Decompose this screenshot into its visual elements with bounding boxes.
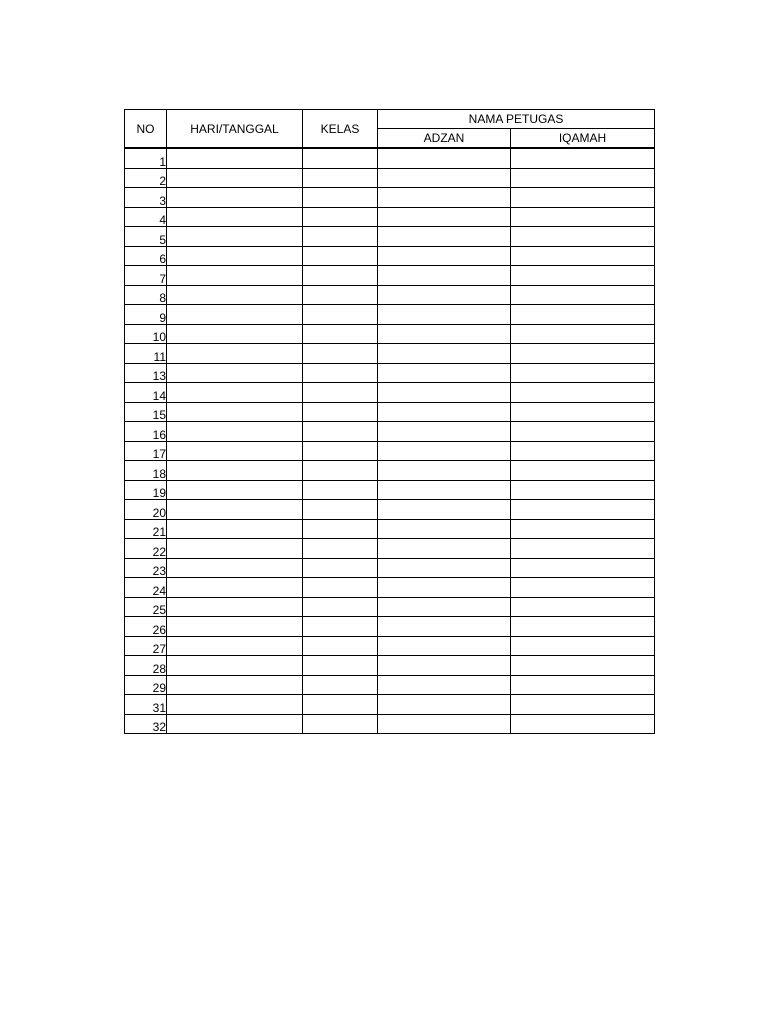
kelas-cell[interactable] — [303, 480, 378, 500]
table-row — [125, 363, 655, 383]
adzan-cell[interactable] — [378, 305, 511, 325]
header-row-top — [125, 110, 655, 129]
row-number-cell: 8 — [125, 285, 167, 305]
kelas-cell[interactable] — [303, 207, 378, 227]
hari-tanggal-cell[interactable] — [167, 285, 303, 305]
iqamah-cell[interactable] — [511, 285, 655, 305]
iqamah-cell[interactable] — [511, 227, 655, 247]
hari-tanggal-cell[interactable] — [167, 168, 303, 188]
iqamah-cell[interactable] — [511, 363, 655, 383]
hari-tanggal-cell[interactable] — [167, 656, 303, 676]
row-number-cell: 29 — [125, 675, 167, 695]
table-row — [125, 539, 655, 559]
row-number-cell: 26 — [125, 617, 167, 637]
table-row — [125, 461, 655, 481]
iqamah-cell[interactable] — [511, 266, 655, 286]
adzan-cell[interactable] — [378, 636, 511, 656]
table-row — [125, 266, 655, 286]
table-row — [125, 246, 655, 266]
adzan-cell[interactable] — [378, 500, 511, 520]
row-number-cell: 14 — [125, 383, 167, 403]
hari-tanggal-cell[interactable] — [167, 383, 303, 403]
adzan-cell[interactable] — [378, 617, 511, 637]
adzan-cell[interactable] — [378, 344, 511, 364]
table-row — [125, 168, 655, 188]
row-number-cell: 4 — [125, 207, 167, 227]
iqamah-cell[interactable] — [511, 675, 655, 695]
header-nama-petugas: NAMA PETUGAS — [378, 110, 655, 129]
hari-tanggal-cell[interactable] — [167, 324, 303, 344]
adzan-cell[interactable] — [378, 324, 511, 344]
table-row — [125, 714, 655, 734]
row-number-cell: 5 — [125, 227, 167, 247]
iqamah-cell[interactable] — [511, 714, 655, 734]
duty-schedule-table — [124, 109, 655, 734]
hari-tanggal-cell[interactable] — [167, 539, 303, 559]
iqamah-cell[interactable] — [511, 578, 655, 598]
adzan-cell[interactable] — [378, 402, 511, 422]
hari-tanggal-cell[interactable] — [167, 266, 303, 286]
adzan-cell[interactable] — [378, 363, 511, 383]
iqamah-cell[interactable] — [511, 246, 655, 266]
row-number-cell: 21 — [125, 519, 167, 539]
row-number-cell: 32 — [125, 714, 167, 734]
header-iqamah: IQAMAH — [511, 129, 655, 149]
hari-tanggal-cell[interactable] — [167, 227, 303, 247]
iqamah-cell[interactable] — [511, 558, 655, 578]
hari-tanggal-cell[interactable] — [167, 148, 303, 168]
table-row — [125, 344, 655, 364]
table-body — [125, 148, 655, 734]
kelas-cell[interactable] — [303, 539, 378, 559]
table-row — [125, 188, 655, 208]
adzan-cell[interactable] — [378, 383, 511, 403]
table-row — [125, 558, 655, 578]
adzan-cell[interactable] — [378, 207, 511, 227]
row-number-cell: 19 — [125, 480, 167, 500]
hari-tanggal-cell[interactable] — [167, 207, 303, 227]
iqamah-cell[interactable] — [511, 636, 655, 656]
kelas-cell[interactable] — [303, 656, 378, 676]
kelas-cell[interactable] — [303, 246, 378, 266]
header-kelas: KELAS — [303, 110, 378, 149]
adzan-cell[interactable] — [378, 422, 511, 442]
iqamah-cell[interactable] — [511, 168, 655, 188]
hari-tanggal-cell[interactable] — [167, 695, 303, 715]
kelas-cell[interactable] — [303, 461, 378, 481]
row-number-cell: 1 — [125, 148, 167, 168]
adzan-cell[interactable] — [378, 480, 511, 500]
iqamah-cell[interactable] — [511, 207, 655, 227]
hari-tanggal-cell[interactable] — [167, 636, 303, 656]
row-number-cell: 11 — [125, 344, 167, 364]
table-row — [125, 227, 655, 247]
hari-tanggal-cell[interactable] — [167, 714, 303, 734]
hari-tanggal-cell[interactable] — [167, 675, 303, 695]
kelas-cell[interactable] — [303, 422, 378, 442]
table-row — [125, 207, 655, 227]
hari-tanggal-cell[interactable] — [167, 246, 303, 266]
kelas-cell[interactable] — [303, 675, 378, 695]
hari-tanggal-cell[interactable] — [167, 558, 303, 578]
iqamah-cell[interactable] — [511, 597, 655, 617]
row-number-cell: 22 — [125, 539, 167, 559]
adzan-cell[interactable] — [378, 461, 511, 481]
kelas-cell[interactable] — [303, 383, 378, 403]
row-number-cell: 7 — [125, 266, 167, 286]
kelas-cell[interactable] — [303, 285, 378, 305]
table-row — [125, 695, 655, 715]
kelas-cell[interactable] — [303, 578, 378, 598]
hari-tanggal-cell[interactable] — [167, 363, 303, 383]
table-row — [125, 441, 655, 461]
adzan-cell[interactable] — [378, 266, 511, 286]
row-number-cell: 27 — [125, 636, 167, 656]
kelas-cell[interactable] — [303, 695, 378, 715]
iqamah-cell[interactable] — [511, 500, 655, 520]
kelas-cell[interactable] — [303, 188, 378, 208]
hari-tanggal-cell[interactable] — [167, 578, 303, 598]
kelas-cell[interactable] — [303, 714, 378, 734]
hari-tanggal-cell[interactable] — [167, 344, 303, 364]
kelas-cell[interactable] — [303, 441, 378, 461]
hari-tanggal-cell[interactable] — [167, 617, 303, 637]
table-row — [125, 305, 655, 325]
table-row — [125, 422, 655, 442]
iqamah-cell[interactable] — [511, 656, 655, 676]
hari-tanggal-cell[interactable] — [167, 402, 303, 422]
iqamah-cell[interactable] — [511, 305, 655, 325]
kelas-cell[interactable] — [303, 363, 378, 383]
row-number-cell: 2 — [125, 168, 167, 188]
adzan-cell[interactable] — [378, 441, 511, 461]
row-number-cell: 25 — [125, 597, 167, 617]
row-number-cell: 3 — [125, 188, 167, 208]
kelas-cell[interactable] — [303, 636, 378, 656]
adzan-cell[interactable] — [378, 188, 511, 208]
adzan-cell[interactable] — [378, 656, 511, 676]
header-no: NO — [125, 110, 167, 149]
table-row — [125, 500, 655, 520]
iqamah-cell[interactable] — [511, 422, 655, 442]
adzan-cell[interactable] — [378, 246, 511, 266]
row-number-cell: 13 — [125, 363, 167, 383]
iqamah-cell[interactable] — [511, 344, 655, 364]
kelas-cell[interactable] — [303, 597, 378, 617]
adzan-cell[interactable] — [378, 558, 511, 578]
kelas-cell[interactable] — [303, 227, 378, 247]
table-row — [125, 675, 655, 695]
row-number-cell: 31 — [125, 695, 167, 715]
iqamah-cell[interactable] — [511, 383, 655, 403]
hari-tanggal-cell[interactable] — [167, 500, 303, 520]
table-row — [125, 519, 655, 539]
row-number-cell: 24 — [125, 578, 167, 598]
iqamah-cell[interactable] — [511, 188, 655, 208]
row-number-cell: 9 — [125, 305, 167, 325]
iqamah-cell[interactable] — [511, 695, 655, 715]
header-adzan: ADZAN — [378, 129, 511, 149]
adzan-cell[interactable] — [378, 714, 511, 734]
table-row — [125, 480, 655, 500]
iqamah-cell[interactable] — [511, 539, 655, 559]
table-row — [125, 617, 655, 637]
hari-tanggal-cell[interactable] — [167, 305, 303, 325]
kelas-cell[interactable] — [303, 305, 378, 325]
hari-tanggal-cell[interactable] — [167, 188, 303, 208]
table-row — [125, 402, 655, 422]
kelas-cell[interactable] — [303, 402, 378, 422]
table-row — [125, 148, 655, 168]
kelas-cell[interactable] — [303, 344, 378, 364]
iqamah-cell[interactable] — [511, 519, 655, 539]
iqamah-cell[interactable] — [511, 148, 655, 168]
iqamah-cell[interactable] — [511, 617, 655, 637]
iqamah-cell[interactable] — [511, 324, 655, 344]
row-number-cell: 23 — [125, 558, 167, 578]
iqamah-cell[interactable] — [511, 402, 655, 422]
adzan-cell[interactable] — [378, 597, 511, 617]
row-number-cell: 18 — [125, 461, 167, 481]
kelas-cell[interactable] — [303, 148, 378, 168]
hari-tanggal-cell[interactable] — [167, 480, 303, 500]
adzan-cell[interactable] — [378, 519, 511, 539]
table-row — [125, 636, 655, 656]
row-number-cell: 6 — [125, 246, 167, 266]
iqamah-cell[interactable] — [511, 441, 655, 461]
hari-tanggal-cell[interactable] — [167, 461, 303, 481]
row-number-cell: 16 — [125, 422, 167, 442]
row-number-cell: 28 — [125, 656, 167, 676]
iqamah-cell[interactable] — [511, 461, 655, 481]
table-header — [125, 110, 655, 149]
kelas-cell[interactable] — [303, 324, 378, 344]
adzan-cell[interactable] — [378, 148, 511, 168]
header-hari-tanggal: HARI/TANGGAL — [167, 110, 303, 149]
row-number-cell: 20 — [125, 500, 167, 520]
row-number-cell: 15 — [125, 402, 167, 422]
iqamah-cell[interactable] — [511, 480, 655, 500]
kelas-cell[interactable] — [303, 558, 378, 578]
row-number-cell: 17 — [125, 441, 167, 461]
duty-schedule-sheet — [124, 109, 654, 734]
adzan-cell[interactable] — [378, 675, 511, 695]
adzan-cell[interactable] — [378, 168, 511, 188]
adzan-cell[interactable] — [378, 695, 511, 715]
hari-tanggal-cell[interactable] — [167, 441, 303, 461]
hari-tanggal-cell[interactable] — [167, 519, 303, 539]
adzan-cell[interactable] — [378, 578, 511, 598]
kelas-cell[interactable] — [303, 519, 378, 539]
adzan-cell[interactable] — [378, 227, 511, 247]
table-row — [125, 324, 655, 344]
table-row — [125, 285, 655, 305]
table-row — [125, 383, 655, 403]
kelas-cell[interactable] — [303, 266, 378, 286]
kelas-cell[interactable] — [303, 617, 378, 637]
row-number-cell: 10 — [125, 324, 167, 344]
kelas-cell[interactable] — [303, 168, 378, 188]
table-row — [125, 597, 655, 617]
hari-tanggal-cell[interactable] — [167, 597, 303, 617]
table-row — [125, 656, 655, 676]
table-row — [125, 578, 655, 598]
adzan-cell[interactable] — [378, 285, 511, 305]
adzan-cell[interactable] — [378, 539, 511, 559]
kelas-cell[interactable] — [303, 500, 378, 520]
hari-tanggal-cell[interactable] — [167, 422, 303, 442]
